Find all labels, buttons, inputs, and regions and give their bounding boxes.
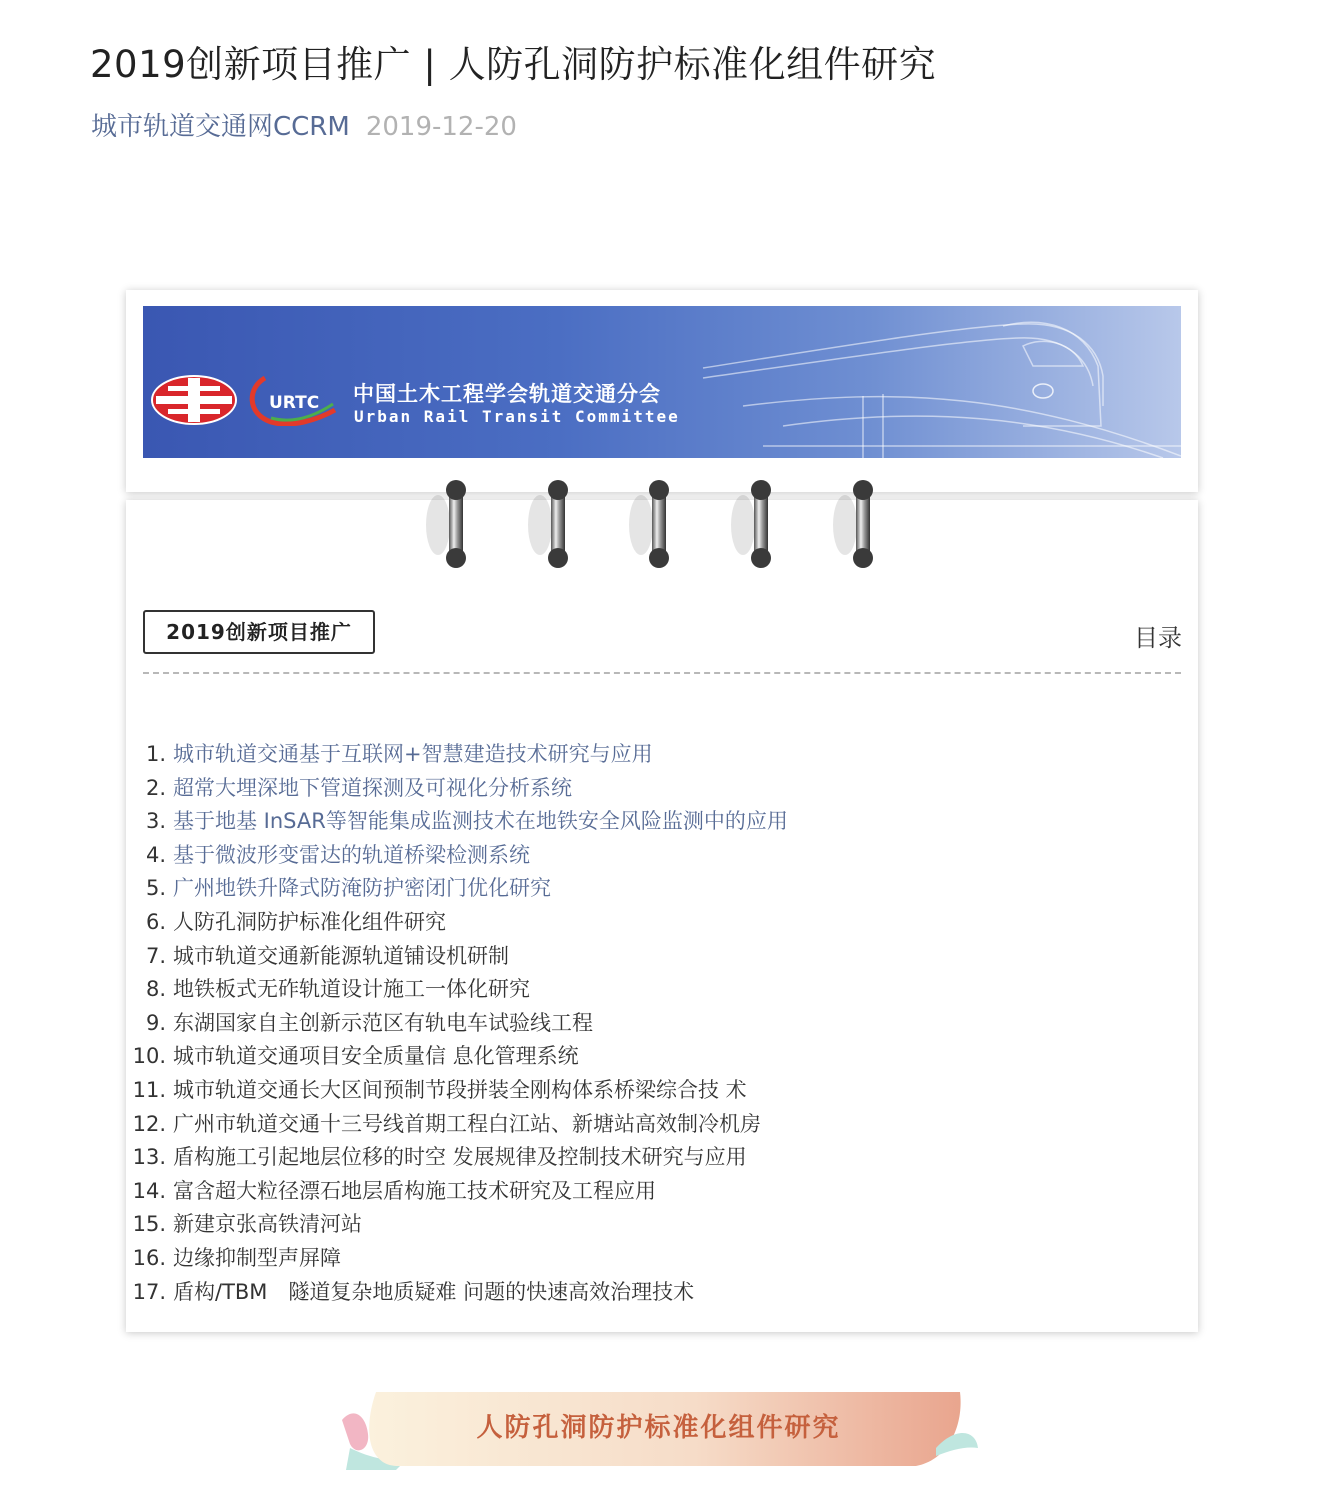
toc-item-number: 13. (132, 1145, 166, 1170)
org-name-cn: 中国土木工程学会轨道交通分会 (353, 382, 661, 406)
toc-item-text[interactable]: 基于地基 InSAR等智能集成监测技术在地铁安全风险监测中的应用 (173, 809, 788, 834)
toc-item-number: 3. (145, 809, 166, 834)
article-title: 2019创新项目推广 | 人防孔洞防护标准化组件研究 (90, 43, 937, 86)
toc-item-text[interactable]: 城市轨道交通基于互联网+智慧建造技术研究与应用 (173, 742, 653, 766)
author-link[interactable]: 城市轨道交通网CCRM (91, 112, 350, 142)
binder-rings-icon (418, 478, 888, 572)
toc-item-text: 盾构施工引起地层位移的时空 发展规律及控制技术研究与应用 (173, 1145, 747, 1170)
toc-item-text: 东湖国家自主创新示范区有轨电车试验线工程 (173, 1010, 593, 1035)
article-meta (91, 106, 517, 143)
toc-item-text: 地铁板式无砟轨道设计施工一体化研究 (173, 977, 530, 1002)
toc-item-number: 10. (132, 1044, 166, 1069)
toc-item-text: 城市轨道交通项目安全质量信 息化管理系统 (173, 1044, 579, 1069)
toc-item-number: 17. (132, 1279, 166, 1304)
section-badge: 2019创新项目推广 (143, 610, 375, 654)
toc-item-number: 4. (145, 842, 166, 867)
toc-item-text: 新建京张高铁清河站 (173, 1212, 362, 1237)
toc-item-number: 1. (145, 742, 166, 766)
society-logo-icon (148, 374, 240, 426)
publish-date: 2019-12-20 (365, 112, 517, 142)
toc-label: 目录 (1134, 624, 1182, 652)
urtc-logo-icon (243, 374, 339, 426)
toc-item-text: 城市轨道交通新能源轨道铺设机研制 (173, 943, 509, 968)
toc-item-text[interactable]: 基于微波形变雷达的轨道桥梁检测系统 (173, 842, 530, 867)
toc-item-number: 9. (145, 1010, 166, 1035)
toc-item-number: 12. (132, 1111, 166, 1136)
toc-item-number: 2. (145, 775, 166, 800)
toc-item-number: 5. (145, 876, 166, 901)
toc-item-number: 11. (132, 1077, 166, 1102)
org-name-en: Urban Rail Transit Committee (354, 407, 680, 426)
toc-item-text: 盾构/TBM 隧道复杂地质疑难 问题的快速高效治理技术 (173, 1279, 695, 1304)
toc-item-text: 人防孔洞防护标准化组件研究 (173, 909, 446, 934)
toc-item-number: 6. (145, 909, 166, 934)
toc-item-number: 7. (145, 943, 166, 968)
org-banner (143, 306, 1181, 458)
svg-text:URTC: URTC (269, 393, 320, 413)
toc-item-text[interactable]: 广州地铁升降式防淹防护密闭门优化研究 (173, 876, 551, 901)
toc-item-number: 14. (132, 1178, 166, 1203)
toc-item-text: 边缘抑制型声屏障 (173, 1245, 341, 1270)
header-card (126, 290, 1198, 492)
toc-item-text: 城市轨道交通长大区间预制节段拼装全刚构体系桥梁综合技 术 (173, 1077, 747, 1102)
section-title-banner (336, 1386, 981, 1470)
toc-item-number: 8. (145, 977, 166, 1002)
section-title: 人防孔洞防护标准化组件研究 (476, 1413, 841, 1443)
toc-item-number: 15. (132, 1212, 166, 1237)
toc-item-text[interactable]: 超常大埋深地下管道探测及可视化分析系统 (173, 775, 572, 800)
toc-item-text: 广州市轨道交通十三号线首期工程白江站、新塘站高效制冷机房 (173, 1111, 761, 1136)
content-card (126, 500, 1198, 1332)
toc-item-text: 富含超大粒径漂石地层盾构施工技术研究及工程应用 (173, 1178, 656, 1203)
divider (143, 672, 1181, 674)
toc-item-number: 16. (132, 1245, 166, 1270)
